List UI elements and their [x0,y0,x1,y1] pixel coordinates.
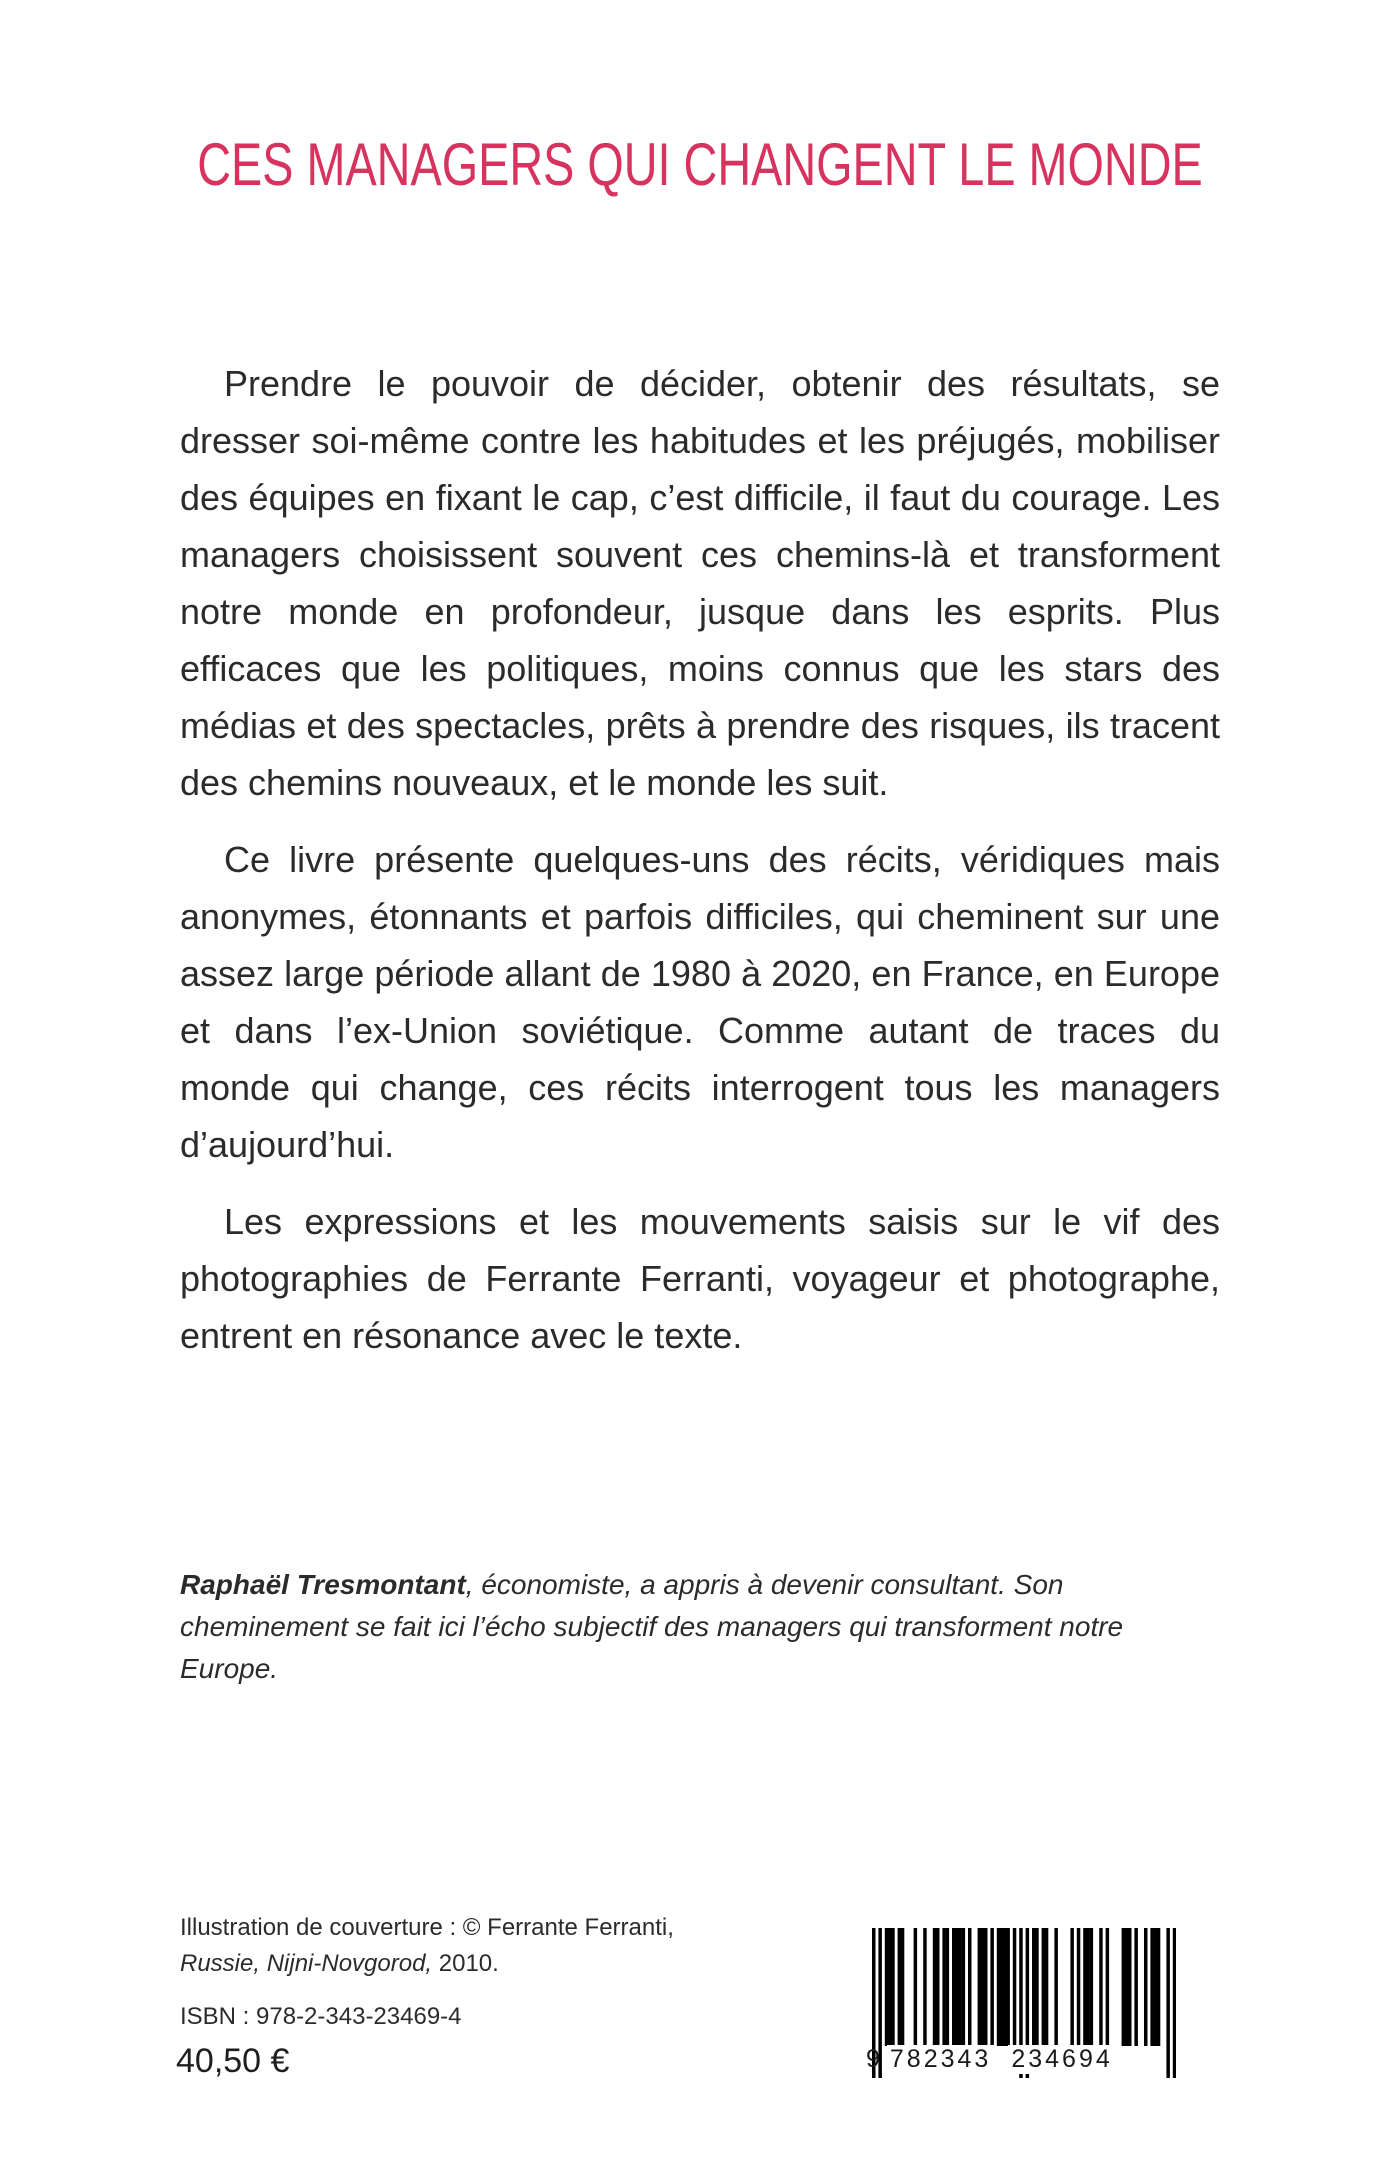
barcode-bar [984,1928,988,2046]
author-bio [180,1564,1220,1690]
credits-place: Russie, Nijni-Novgorod, [180,1950,433,1977]
barcode-bar [1045,1928,1049,2046]
barcode-bar [968,1928,972,2046]
barcode-bar [888,1928,892,2046]
blurb-paragraph-1: Prendre le pouvoir de décider, obtenir des résultats, se dresser soi-même contre les habitudes et les préjugés, mobiliser des équipes en fixant le cap, c’est difficile, il faut du courage. Les managers choisissent souvent ces chemins-là et transforment notre monde en profondeur, jusque dans les esprits. Plus efficaces que les politiques, moins connus que les stars des médias et des spectacles, prêts à prendre des risques, ils tracent des chemins nouveaux, et le monde les suit. [180,363,1220,803]
barcode-bar [942,1928,946,2046]
blurb [180,355,1220,1384]
barcode-bar [1035,1928,1039,2046]
barcode-bar [898,1928,902,2046]
barcode-bar [997,1928,1001,2046]
barcode-bar [978,1928,982,2046]
barcode-bar [891,1928,895,2046]
barcode-left-group: 782343 [887,2045,994,2074]
barcode-bar [1099,1928,1103,2046]
barcode-bar [1144,1928,1148,2046]
barcode-bar [962,1928,966,2046]
barcode-bar [1125,1928,1129,2046]
barcode-bar [1086,1928,1090,2046]
barcode-bar [981,1928,985,2046]
barcode-bar [923,1928,927,2046]
credits-line-2 [180,1946,740,1982]
barcode-bar [1134,1928,1138,2046]
barcode-bar [1070,1928,1074,2046]
price: 40,50 € [176,2042,290,2080]
barcode-digits [866,2045,1182,2074]
barcode-bar [958,1928,962,2046]
barcode-first-digit: 9 [866,2045,883,2073]
blurb-paragraph-2: Ce livre présente quelques-uns des récits, véridiques mais anonymes, étonnants et parfois difficiles, qui cheminent sur une assez large période allant de 1980 à 2020, en France, en Europe et dans l’ex-Union soviétique. Comme autant de traces du monde qui change, ces récits interrogent tous les managers d’aujourd’hui. [180,839,1220,1165]
barcode-bar [1090,1928,1094,2046]
barcode-bar [1106,1928,1110,2046]
barcode-bar [1032,1928,1036,2046]
barcode-bar [1150,1928,1154,2046]
barcode-bar [946,1928,950,2046]
blurb-paragraph-3: Les expressions et les mouvements saisis sur le vif des photographies de Ferrante Ferranti, voyageur et photographe, entrent en résonance avec le texte. [180,1201,1220,1356]
barcode-bar [990,1928,994,2046]
barcode-bar [1042,1928,1046,2046]
barcode-bar [1054,1928,1058,2046]
author-description: , économiste, a appris à devenir consultant. Son cheminement se fait ici l’écho subjectif des managers qui transforment notre Europe. [180,1569,1124,1684]
barcode-bar [1083,1928,1087,2046]
barcode-bar [955,1928,959,2046]
author-name: Raphaël Tresmontant [180,1569,466,1600]
barcode-right-group: 234694 [1008,2045,1115,2074]
barcode-bar [1077,1928,1081,2046]
barcode-bar [952,1928,956,2046]
barcode-bar [901,1928,905,2046]
book-title: CES MANAGERS QUI CHANGENT LE MONDE [197,131,1203,198]
barcode-bar [1000,1928,1004,2046]
barcode-bar [1013,1928,1017,2046]
credits-year: 2010. [432,1950,499,1977]
barcode-bar [885,1928,889,2046]
barcode-bar [1122,1928,1126,2046]
barcode-bar [1154,1928,1158,2046]
barcode-bar [1128,1928,1132,2046]
credits-line-1: Illustration de couverture : © Ferrante Ferranti, [180,1914,674,1941]
cover-credits [180,1910,740,1982]
barcode-bar [933,1928,937,2046]
barcode-bar [914,1928,918,2046]
barcode-bar [1006,1928,1010,2046]
barcode-bar [936,1928,940,2046]
isbn: ISBN : 978-2-343-23469-4 [180,2003,462,2030]
barcode-bar [1003,1928,1007,2046]
barcode-bar [1157,1928,1161,2046]
